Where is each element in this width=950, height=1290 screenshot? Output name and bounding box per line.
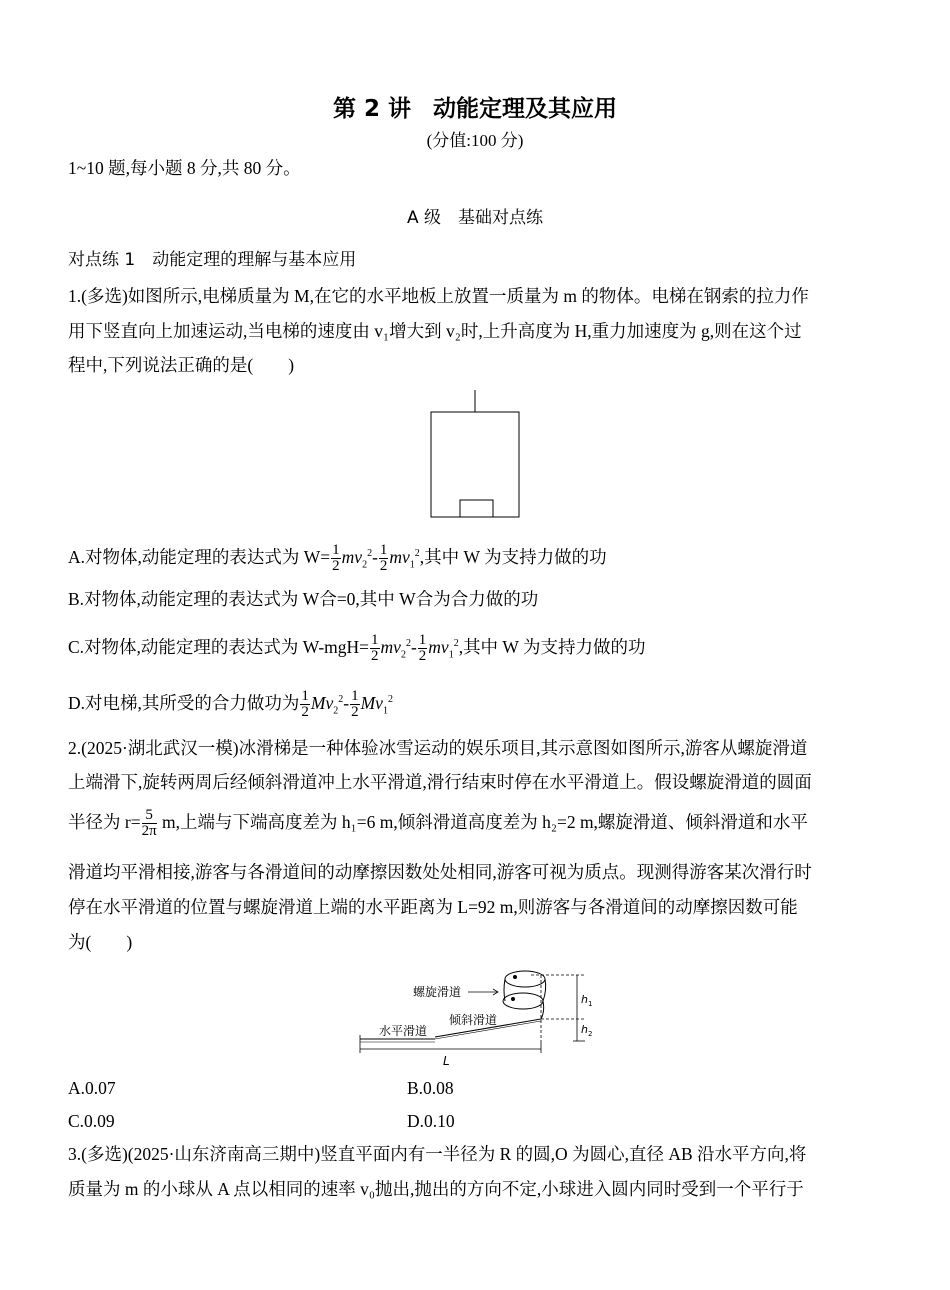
fraction-den: 2 bbox=[332, 558, 340, 575]
incline-label: 倾斜滑道 bbox=[449, 1013, 498, 1027]
horizontal-label: 水平滑道 bbox=[379, 1024, 428, 1038]
fraction-num: 1 bbox=[301, 688, 309, 705]
q2-line3-post: m,上端与下端高度差为 h₁=6 m,倾斜滑道高度差为 h₂=2 m,螺旋滑道、倾斜滑道和水平 bbox=[157, 812, 808, 832]
q2-line6: 为( ) bbox=[68, 932, 133, 952]
q2-option-d: D.0.10 bbox=[407, 1111, 455, 1131]
practice-title: 对点练 1 动能定理的理解与基本应用 bbox=[68, 250, 357, 270]
fraction-num: 5 bbox=[142, 808, 157, 824]
q1-option-c: C.对物体,动能定理的表达式为 W-mgH= $\frac{1}{2}$ $mv_2^2-$ $\frac{1}{2}$ $mv_1^2$,其中 W 为支持力做的功 bbox=[68, 632, 646, 665]
page-title bbox=[0, 90, 950, 123]
fraction-num: 1 bbox=[418, 632, 427, 649]
fraction bbox=[379, 543, 389, 574]
q3-line1: 3.(多选)(2025·山东济南高三期中)竖直平面内有一半径为 R 的圆,O 为圆心,直径 AB 沿水平方向,将 bbox=[68, 1144, 807, 1164]
fraction bbox=[350, 689, 360, 720]
fraction-den: 2 bbox=[371, 648, 379, 665]
q2-line3-pre: 半径为 r= bbox=[68, 812, 141, 832]
q1-stem-line1: 1.(多选)如图所示,电梯质量为 M,在它的水平地板上放置一质量为 m 的物体。电梯在钢索的拉力作 bbox=[68, 286, 809, 306]
fraction-num: 1 bbox=[332, 542, 340, 559]
q1-option-c-pre: C.对物体,动能定理的表达式为 W-mgH= bbox=[68, 636, 370, 657]
q2-option-b: B.0.08 bbox=[407, 1078, 454, 1098]
spiral-slide bbox=[503, 971, 546, 1019]
q2-option-c: C.0.09 bbox=[68, 1111, 115, 1131]
level-title: A 级 基础对点练 bbox=[406, 208, 544, 228]
fraction bbox=[331, 543, 341, 574]
fraction bbox=[142, 808, 157, 839]
fraction bbox=[370, 633, 380, 664]
score-note: (分值:100 分) bbox=[426, 131, 524, 150]
q1-option-d-pre: D.对电梯,其所受的合力做功为 bbox=[68, 692, 300, 713]
q2-line2: 上端滑下,旋转两周后经倾斜滑道冲上水平滑道,滑行结束时停在水平滑道上。假设螺旋滑道的圆面 bbox=[68, 772, 812, 792]
elevator-figure bbox=[420, 388, 530, 520]
fraction bbox=[418, 633, 428, 664]
q2-option-a: A.0.07 bbox=[68, 1078, 116, 1098]
fraction bbox=[300, 689, 310, 720]
spiral-label: 螺旋滑道 bbox=[413, 985, 462, 999]
fraction-den: 2π bbox=[141, 823, 157, 840]
q2-line1: 2.(2025·湖北武汉一模)冰滑梯是一种体验冰雪运动的娱乐项目,其示意图如图所示,游客从螺旋滑道 bbox=[68, 738, 808, 758]
h1-label: $h_1$ bbox=[581, 993, 593, 1008]
h2-label: $h_2$ bbox=[581, 1023, 593, 1038]
lecture-number: 第 2 讲 bbox=[332, 96, 412, 122]
fraction-den: 2 bbox=[418, 648, 427, 665]
q2-line5: 停在水平滑道的位置与螺旋滑道上端的水平距离为 L=92 m,则游客与各滑道间的动摩擦因数可能 bbox=[68, 897, 798, 917]
q1-option-a-pre: A.对物体,动能定理的表达式为 W= bbox=[68, 546, 331, 567]
q2-line4: 滑道均平滑相接,游客与各滑道间的动摩擦因数处处相同,游客可视为质点。现测得游客某次滑行时 bbox=[68, 862, 812, 882]
q1-option-a-post: ,其中 W 为支持力做的功 bbox=[419, 546, 607, 567]
fraction-num: 1 bbox=[379, 542, 388, 559]
fraction-num: 1 bbox=[371, 632, 379, 649]
intro-text: 1~10 题,每小题 8 分,共 80 分。 bbox=[68, 158, 301, 178]
q3-line2: 质量为 m 的小球从 A 点以相同的速率 v₀抛出,抛出的方向不定,小球进入圆内同时受到一个平行于 bbox=[68, 1179, 804, 1199]
fraction-den: 2 bbox=[301, 704, 309, 721]
q1-option-d: D.对电梯,其所受的合力做功为 $\frac{1}{2}$ $Mv_2^2-$ $\frac{1}{2}$ $Mv_1^2$ bbox=[68, 688, 393, 721]
rider-dot bbox=[511, 997, 515, 1001]
rider-dot bbox=[513, 975, 517, 979]
lecture-topic: 动能定理及其应用 bbox=[433, 96, 618, 122]
L-label: L bbox=[443, 1054, 450, 1068]
q1-stem-line3: 程中,下列说法正确的是( ) bbox=[68, 355, 295, 375]
q1-stem-line2: 用下竖直向上加速运动,当电梯的速度由 v₁增大到 v₂时,上升高度为 H,重力加速度为 g,则在这个过 bbox=[68, 321, 802, 341]
q1-option-a: A.对物体,动能定理的表达式为 W= $\frac{1}{2}$ $mv_2^2-$ $\frac{1}{2}$ $mv_1^2$,其中 W 为支持力做的功 bbox=[68, 542, 607, 575]
fraction-num: 1 bbox=[351, 688, 359, 705]
elevator-box bbox=[431, 412, 519, 517]
ice-slide-figure bbox=[355, 965, 605, 1073]
q1-option-b: B.对物体,动能定理的表达式为 W合=0,其中 W合为合力做的功 bbox=[68, 589, 539, 609]
object-block bbox=[460, 500, 493, 517]
q1-option-c-post: ,其中 W 为支持力做的功 bbox=[458, 636, 646, 657]
fraction-den: 2 bbox=[379, 558, 388, 575]
fraction-den: 2 bbox=[351, 704, 359, 721]
q2-line3 bbox=[68, 808, 888, 839]
